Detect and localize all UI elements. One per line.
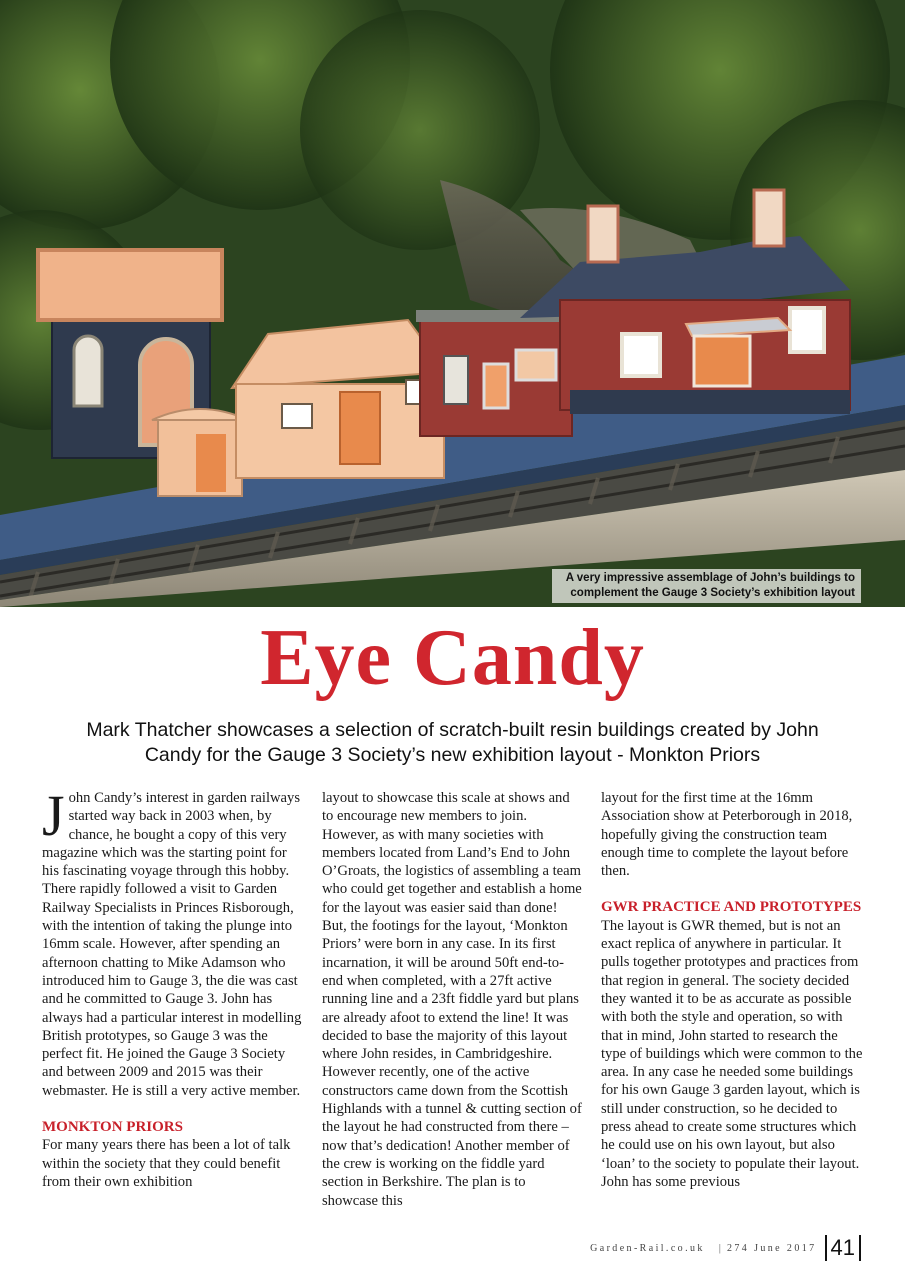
standfirst-line-1: Mark Thatcher showcases a selection of scratch-built resin buildings created by John	[86, 719, 819, 741]
article-title: Eye Candy	[260, 614, 645, 702]
column-2-paragraph-1: layout to showcase this scale at shows and to encourage new members to join. However, as with many societies with members located from Land’s End to John O’Groats, the logistics of assembling a team who could get together and establish a home for the layout was easier said than done! But, the footings for the layout, ‘Monkton Priors’ were born in any case. In its first incarnation, it will be around 50ft end-to-end when completed, with a 27ft active running line and a 23ft fiddle yard but plans are already afoot to extend the line! It was decided to base the majority of this layout where John resides, in Cambridgeshire. However recently, one of the active constructors came down from the Scottish Highlands with a tunnel & cutting section of the layout he had constructed from there – now that’s dedication! Another member of the crew is working on the fiddle yard section in Berkshire. The plan is to showcase this	[322, 790, 582, 1209]
footer-separator: |	[718, 1242, 721, 1254]
column-3	[601, 789, 863, 1191]
page-number: 41	[825, 1235, 861, 1261]
column-2	[322, 789, 584, 1210]
model-buildings-illustration	[0, 0, 905, 607]
column-1-paragraph-1: ohn Candy’s interest in garden railways started way back in 2003 when, by chance, he bought a copy of this very magazine which was the starting point for his fascinating voyage through this hobby. There rapidly followed a visit to Garden Railway Specialists in Princes Risborough, with the intention of taking the plunge into 16mm scale. However, after spending an afternoon chatting to Mike Adamson who introduced him to Gauge 3, the die was cast and he committed to Gauge 3. John has always had a particular interest in modelling British prototypes, so Gauge 3 was the perfect fit. He joined the Gauge 3 Society and between 2009 and 2015 was their webmaster. He is still a very active member.	[42, 790, 302, 1099]
subhead-monkton-priors: MONKTON PRIORS	[42, 1119, 183, 1136]
footer-issue: 274 June 2017	[726, 1242, 817, 1254]
page-footer	[590, 1233, 861, 1263]
column-1	[42, 783, 304, 1191]
subhead-gwr-practice: GWR PRACTICE AND PROTOTYPES	[601, 899, 862, 916]
footer-website: Garden-Rail.co.uk	[590, 1242, 705, 1254]
column-3-paragraph-2: The layout is GWR themed, but is not an exact replica of anywhere in particular. It pulls together prototypes and practices from that region in general. The society decided they wanted it to be as accurate as possible with both the style and operation, so with that in mind, John started to research the type of buildings which were common to the area. In any case he needed some buildings for his own Gauge 3 garden layout, which is still under construction, so he decided to press ahead to create some structures which he could use on his own layout, but also ‘loan’ to the society to populate their layout. John has some previous	[601, 917, 863, 1190]
column-3-paragraph-1: layout for the first time at the 16mm Association show at Peterborough in 2018, hopefully giving the construction team enough time to complete the layout before then.	[601, 790, 853, 880]
standfirst-line-2: Candy for the Gauge 3 Society’s new exhibition layout - Monkton Priors	[144, 744, 761, 766]
article-standfirst	[40, 718, 865, 768]
hero-photo	[0, 0, 905, 607]
drop-cap: J	[42, 783, 65, 848]
photo-caption	[552, 569, 861, 603]
photo-caption-line-2: complement the Gauge 3 Society’s exhibition layout	[570, 587, 855, 599]
photo-caption-line-1: A very impressive assemblage of John’s buildings to	[565, 572, 855, 584]
column-1-paragraph-2: For many years there has been a lot of talk within the society that they could benefit from their own exhibition	[42, 1137, 291, 1190]
